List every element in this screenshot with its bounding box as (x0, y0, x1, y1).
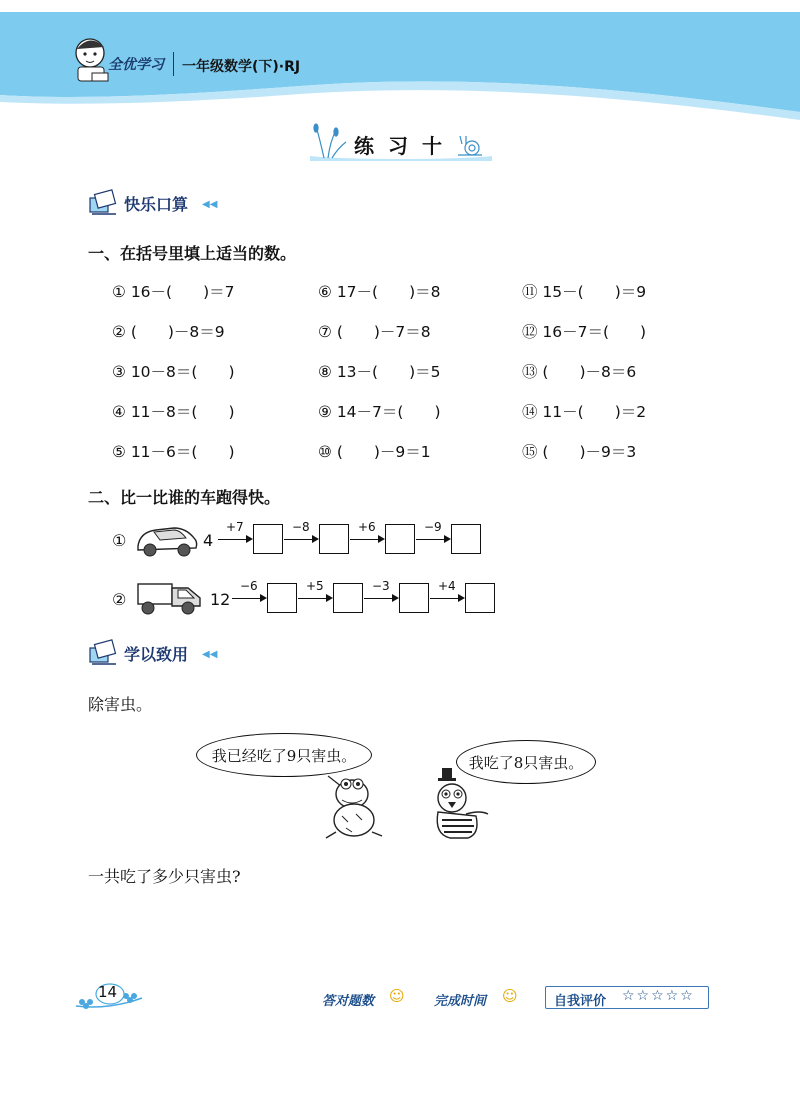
arrow (284, 539, 314, 540)
q1-item: ⑨ 14－7＝( ) (318, 403, 441, 421)
question-2-title: 二、比一比谁的车跑得快。 (88, 488, 281, 507)
page-number: 14 (98, 983, 118, 1001)
answer-box[interactable] (319, 524, 349, 554)
answer-box[interactable] (451, 524, 481, 554)
section-header-application (88, 638, 228, 666)
car1-op-4: −9 (424, 520, 442, 534)
finish-time-label: 完成时间 (434, 994, 487, 1009)
arrow-head (312, 535, 319, 543)
header-divider (173, 52, 174, 76)
arrow-head (444, 535, 451, 543)
arrow (416, 539, 446, 540)
arrow-head (458, 594, 465, 602)
arrow-head (378, 535, 385, 543)
brand-logo-text: 全优学习 (108, 57, 164, 73)
q1-item: ⑫ 16－7＝( ) (522, 323, 647, 341)
arrow (364, 598, 394, 599)
self-evaluation-label: 自我评价 (554, 994, 607, 1009)
reed-plant-icon (314, 124, 346, 158)
arrow-head (260, 594, 267, 602)
answer-box[interactable] (385, 524, 415, 554)
question-3-title: 除害虫。 (88, 695, 153, 714)
self-evaluation-box (545, 986, 709, 1009)
car2-op-3: −3 (372, 579, 390, 593)
smiley-icon: ☺ (502, 987, 518, 1005)
car1-start: 4 (203, 531, 214, 550)
bird-speech-bubble: 我吃了8只害虫。 (456, 740, 596, 784)
q1-item: ⑩ ( )－9＝1 (318, 443, 431, 461)
q1-item: ① 16－( )＝7 (112, 283, 235, 301)
answer-box[interactable] (267, 583, 297, 613)
car2-op-2: +5 (306, 579, 324, 593)
answer-box[interactable] (333, 583, 363, 613)
arrow (218, 539, 248, 540)
q1-item: ⑥ 17－( )＝8 (318, 283, 441, 301)
answer-box[interactable] (465, 583, 495, 613)
car2-op-1: −6 (240, 579, 258, 593)
arrow-head (246, 535, 253, 543)
snail-icon (458, 136, 482, 155)
arrow-head (326, 594, 333, 602)
q1-item: ⑤ 11－6＝( ) (112, 443, 235, 461)
section-label: 学以致用 (124, 645, 189, 664)
answer-box[interactable] (399, 583, 429, 613)
books-icon (88, 638, 120, 666)
car1-label: ① (112, 531, 127, 550)
double-arrow-icon: ◀◀ (202, 649, 218, 660)
q1-item: ⑮ ( )－9＝3 (522, 443, 637, 461)
arrow (430, 598, 460, 599)
section-label: 快乐口算 (124, 195, 189, 214)
q1-item: ⑧ 13－( )＝5 (318, 363, 441, 381)
arrow (298, 598, 328, 599)
books-icon (88, 188, 120, 216)
car2-op-4: +4 (438, 579, 456, 593)
grade-subject: 一年级数学(下)·RJ (182, 59, 301, 75)
arrow (232, 598, 262, 599)
q1-item: ⑭ 11－( )＝2 (522, 403, 647, 421)
q1-item: ⑬ ( )－8＝6 (522, 363, 637, 381)
q1-item: ② ( )－8＝9 (112, 323, 225, 341)
frog-icon (316, 770, 386, 842)
answer-box[interactable] (253, 524, 283, 554)
car1-op-1: +7 (226, 520, 244, 534)
car-icon (134, 520, 200, 560)
car1-op-3: +6 (358, 520, 376, 534)
q1-grid (112, 280, 732, 470)
frog-speech-bubble: 我已经吃了9只害虫。 (196, 733, 372, 777)
q1-item: ⑪ 15－( )＝9 (522, 283, 647, 301)
arrow-head (392, 594, 399, 602)
arrow (350, 539, 380, 540)
double-arrow-icon: ◀◀ (202, 199, 218, 210)
correct-count-label: 答对题数 (322, 994, 375, 1009)
car2-label: ② (112, 590, 127, 609)
page-title: 练习十 (354, 134, 456, 158)
car2-start: 12 (210, 590, 231, 609)
smiley-icon: ☺ (389, 987, 405, 1005)
q1-item: ③ 10－8＝( ) (112, 363, 235, 381)
truck-icon (134, 576, 206, 618)
car1-op-2: −8 (292, 520, 310, 534)
question-1-title: 一、在括号里填上适当的数。 (88, 244, 297, 263)
q1-item: ④ 11－8＝( ) (112, 403, 235, 421)
q1-item: ⑦ ( )－7＝8 (318, 323, 431, 341)
bird-icon (428, 764, 496, 844)
question-3-prompt: 一共吃了多少只害虫? (88, 867, 241, 886)
rating-stars[interactable]: ☆☆☆☆☆ (622, 988, 695, 1004)
section-header-mental-math (88, 188, 228, 216)
